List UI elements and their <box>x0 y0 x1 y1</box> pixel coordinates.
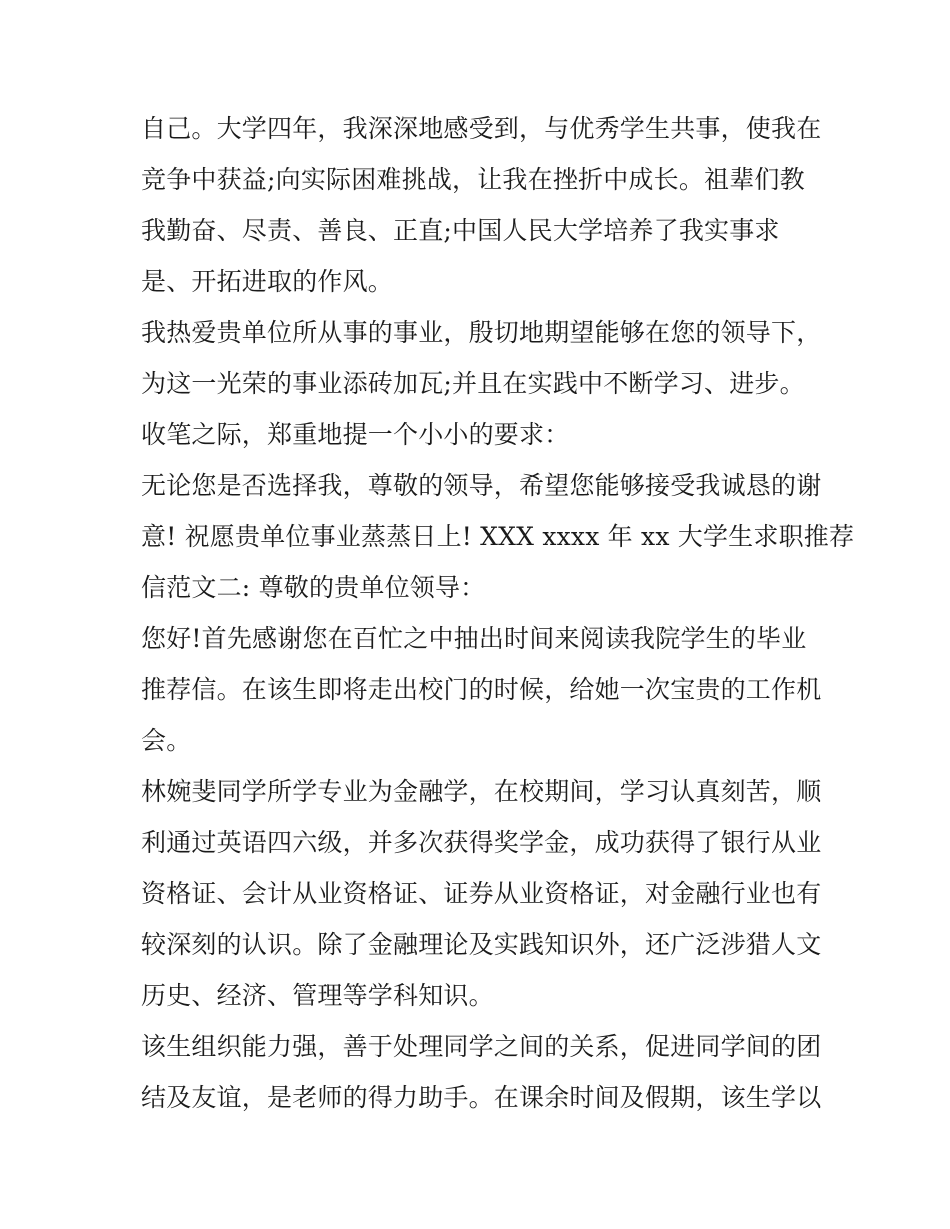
text-line: 利通过英语四六级，并多次获得奖学金，成功获得了银行从业 <box>141 828 822 857</box>
text-line: 历史、经济、管理等学科知识。 <box>141 981 494 1010</box>
text-line: 您好!首先感谢您在百忙之中抽出时间来阅读我院学生的毕业 <box>141 624 807 653</box>
text-line: 林婉斐同学所学专业为金融学，在校期间，学习认真刻苦，顺 <box>141 777 822 806</box>
text-line: 我热爱贵单位所从事的事业，殷切地期望能够在您的领导下， <box>141 318 822 347</box>
text-line: 较深刻的认识。除了金融理论及实践知识外，还广泛涉猎人文 <box>141 930 822 959</box>
text-line: 为这一光荣的事业添砖加瓦;并且在实践中不断学习、进步。 <box>141 369 805 398</box>
text-line: 意! 祝愿贵单位事业蒸蒸日上! XXX xxxx 年 xx 大学生求职推荐 <box>141 522 855 551</box>
text-line: 自己。大学四年，我深深地感受到，与优秀学生共事，使我在 <box>141 114 822 143</box>
text-line: 竞争中获益;向实际困难挑战，让我在挫折中成长。祖辈们教 <box>141 165 805 194</box>
text-line: 是、开拓进取的作风。 <box>141 267 394 296</box>
text-line: 信范文二: 尊敬的贵单位领导： <box>141 573 486 602</box>
text-line: 无论您是否选择我，尊敬的领导，希望您能够接受我诚恳的谢 <box>141 471 822 500</box>
text-line: 会。 <box>141 726 192 755</box>
text-line: 结及友谊，是老师的得力助手。在课余时间及假期，该生学以 <box>141 1083 822 1112</box>
text-line: 我勤奋、尽责、善良、正直;中国人民大学培养了我实事求 <box>141 216 780 245</box>
text-line: 资格证、会计从业资格证、证券从业资格证，对金融行业也有 <box>141 879 822 908</box>
text-line: 收笔之际，郑重地提一个小小的要求： <box>141 420 570 449</box>
text-line: 该生组织能力强，善于处理同学之间的关系，促进同学间的团 <box>141 1032 822 1061</box>
text-line: 推荐信。在该生即将走出校门的时候，给她一次宝贵的工作机 <box>141 675 822 704</box>
